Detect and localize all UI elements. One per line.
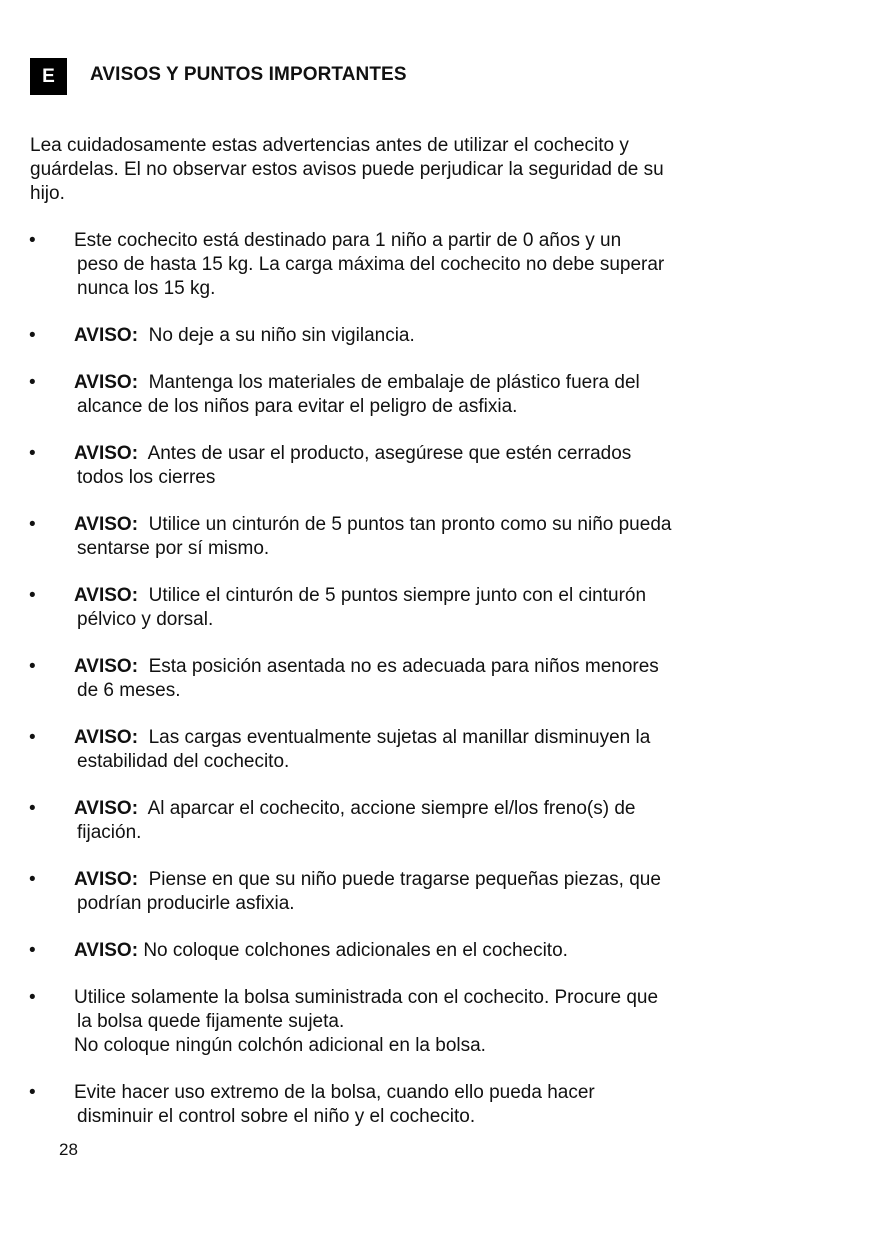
item-line xyxy=(74,797,754,821)
item-line: fijación. xyxy=(77,822,142,843)
list-item xyxy=(0,324,875,348)
list-item xyxy=(0,726,875,774)
item-line: Este cochecito está destinado para 1 niño a partir de 0 años y un xyxy=(74,230,622,251)
item-line xyxy=(74,939,754,963)
item-line: nunca los 15 kg. xyxy=(77,278,216,299)
item-line: podrían producirle asfixia. xyxy=(77,893,295,914)
item-line-text: Mantenga los materiales de embalaje de plástico fuera del xyxy=(148,372,640,393)
item-line-text: Antes de usar el producto, asegúrese que estén cerrados xyxy=(147,443,632,464)
warning-label: AVISO: xyxy=(74,798,139,819)
list-item-text xyxy=(74,442,754,490)
item-line: de 6 meses. xyxy=(77,680,181,701)
warning-label: AVISO: xyxy=(74,325,139,346)
item-line-text: Utilice el cinturón de 5 puntos siempre junto con el cinturón xyxy=(148,585,647,606)
list-item-text xyxy=(74,1081,754,1129)
list-item-text xyxy=(74,324,754,348)
item-line: Evite hacer uso extremo de la bolsa, cuando ello pueda hacer xyxy=(74,1082,595,1103)
language-badge: E xyxy=(30,58,67,95)
item-line-text: Las cargas eventualmente sujetas al manillar disminuyen la xyxy=(148,727,651,748)
list-item-text xyxy=(74,939,754,963)
list-item-text xyxy=(74,868,754,916)
item-line: peso de hasta 15 kg. La carga máxima del cochecito no debe superar xyxy=(77,254,665,275)
item-line: sentarse por sí mismo. xyxy=(77,538,270,559)
bullet-icon: • xyxy=(29,514,36,535)
warnings-list xyxy=(0,229,875,1152)
list-item xyxy=(0,797,875,845)
item-line xyxy=(74,584,754,608)
item-line: la bolsa quede fijamente sujeta. xyxy=(77,1011,345,1032)
warning-label: AVISO: xyxy=(74,585,139,606)
list-item-text xyxy=(74,726,754,774)
item-line: estabilidad del cochecito. xyxy=(77,751,290,772)
bullet-icon: • xyxy=(29,372,36,393)
item-line-text: Piense en que su niño puede tragarse pequeñas piezas, que xyxy=(148,869,661,890)
list-item xyxy=(0,986,875,1058)
intro-line: Lea cuidadosamente estas advertencias antes de utilizar el cochecito y xyxy=(30,135,629,156)
bullet-icon: • xyxy=(29,798,36,819)
item-line xyxy=(74,442,754,466)
warning-label: AVISO: xyxy=(74,656,139,677)
item-line-text: Utilice un cinturón de 5 puntos tan pronto como su niño pueda xyxy=(148,514,672,535)
list-item xyxy=(0,655,875,703)
list-item xyxy=(0,584,875,632)
item-line xyxy=(74,868,754,892)
bullet-icon: • xyxy=(29,585,36,606)
item-line xyxy=(74,655,754,679)
list-item-text xyxy=(74,986,754,1058)
warning-label: AVISO: xyxy=(74,372,139,393)
item-line-text: No deje a su niño sin vigilancia. xyxy=(148,325,415,346)
list-item xyxy=(0,1081,875,1129)
page-number: 28 xyxy=(59,1140,78,1159)
list-item xyxy=(0,371,875,419)
list-item-text xyxy=(74,584,754,632)
bullet-icon: • xyxy=(29,727,36,748)
intro-line: hijo. xyxy=(30,183,65,204)
warning-label: AVISO: xyxy=(74,869,139,890)
list-item-text xyxy=(74,655,754,703)
list-item xyxy=(0,513,875,561)
intro-paragraph xyxy=(30,134,750,206)
list-item xyxy=(0,442,875,490)
item-line: Utilice solamente la bolsa suministrada con el cochecito. Procure que xyxy=(74,987,659,1008)
item-line xyxy=(74,726,754,750)
list-item-text xyxy=(74,513,754,561)
item-line: alcance de los niños para evitar el peligro de asfixia. xyxy=(77,396,518,417)
bullet-icon: • xyxy=(29,987,36,1008)
item-line: todos los cierres xyxy=(77,467,216,488)
bullet-icon: • xyxy=(29,656,36,677)
bullet-icon: • xyxy=(29,230,36,251)
warning-label: AVISO: xyxy=(74,514,139,535)
list-item-text xyxy=(74,797,754,845)
list-item xyxy=(0,939,875,963)
item-line: No coloque ningún colchón adicional en la bolsa. xyxy=(74,1035,486,1056)
list-item-text xyxy=(74,229,754,301)
item-line: disminuir el control sobre el niño y el cochecito. xyxy=(77,1106,476,1127)
warning-label: AVISO: xyxy=(74,940,139,961)
bullet-icon: • xyxy=(29,1082,36,1103)
item-line-text: Esta posición asentada no es adecuada para niños menores xyxy=(148,656,659,677)
bullet-icon: • xyxy=(29,940,36,961)
list-item xyxy=(0,229,875,301)
warning-label: AVISO: xyxy=(74,443,139,464)
list-item-text xyxy=(74,371,754,419)
bullet-icon: • xyxy=(29,869,36,890)
warning-label: AVISO: xyxy=(74,727,139,748)
item-line xyxy=(74,324,754,348)
page-title: AVISOS Y PUNTOS IMPORTANTES xyxy=(90,64,407,85)
item-line xyxy=(74,371,754,395)
list-item xyxy=(0,868,875,916)
bullet-icon: • xyxy=(29,325,36,346)
intro-line: guárdelas. El no observar estos avisos puede perjudicar la seguridad de su xyxy=(30,159,664,180)
item-line xyxy=(74,513,754,537)
item-line-text: Al aparcar el cochecito, accione siempre el/los freno(s) de xyxy=(147,798,636,819)
item-line: pélvico y dorsal. xyxy=(77,609,214,630)
bullet-icon: • xyxy=(29,443,36,464)
item-line-text: No coloque colchones adicionales en el cochecito. xyxy=(143,940,568,961)
